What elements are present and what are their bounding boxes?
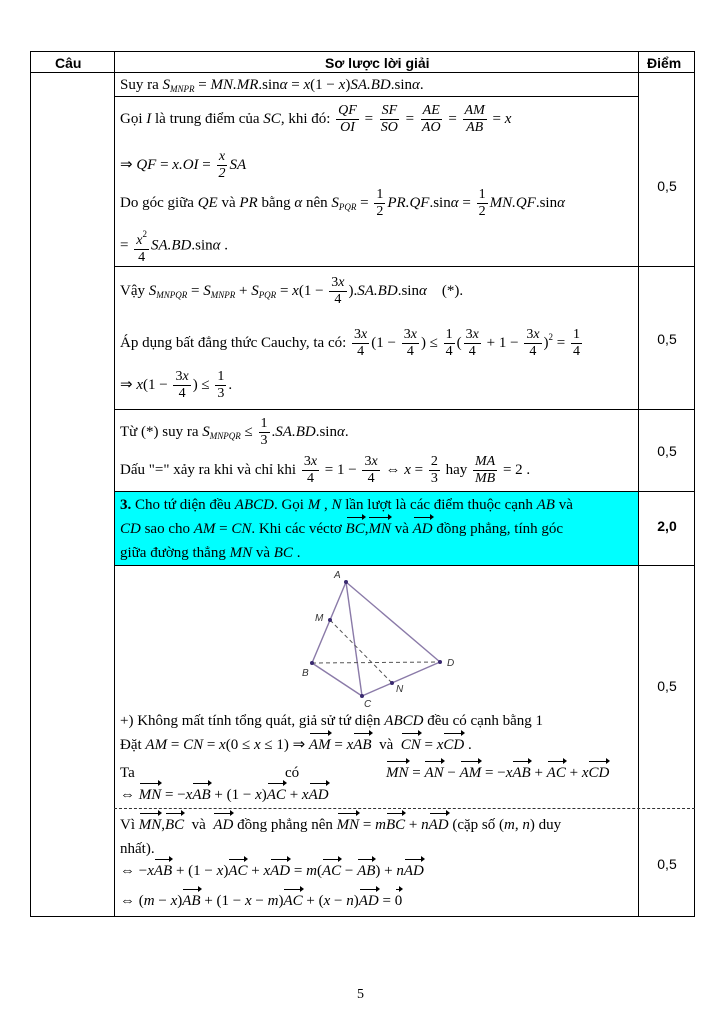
col-divider-1	[114, 51, 115, 917]
problem3-score: 2,0	[657, 518, 677, 534]
label-A: A	[334, 570, 341, 581]
s2-line1: Vậy $S_{MNPQR} = S_{MNPR} + S_{PQR} = x(1$ − $\frac{3x}{4}$ ).SA.BD.sinα (*).	[120, 275, 464, 308]
s3-line2: Dấu "=" xảy ra khi và chỉ khi $\frac{3x}{4}$ = 1 − $\frac{3x}{4}$ ⇔ x = $\frac{2}{3}$ hay $\frac{MA}{MB}$ = 2 .	[120, 454, 531, 487]
label-C: C	[364, 699, 372, 708]
s3-line1: Từ (*) suy ra $S_{MNPQR}$ ≤ $\frac{1}{3}$ .SA.BD.sinα.	[120, 416, 349, 449]
s4-line1: +) Không mất tính tổng quát, giả sử tứ diện ABCD đều có cạnh bằng 1	[120, 713, 543, 729]
s5-line3: ⇔ −xAB + (1 − x)AC + xAD = m(AC − AB) + nAD	[120, 863, 424, 879]
s3-score: 0,5	[657, 443, 677, 459]
table-left-border	[30, 51, 31, 917]
table-bottom-border	[30, 916, 695, 917]
s1-score: 0,5	[657, 178, 677, 194]
s4-score: 0,5	[657, 678, 677, 694]
edge-AC	[346, 582, 362, 696]
segment-MN-hidden	[330, 620, 392, 683]
s2-line2: Áp dụng bất đẳng thức Cauchy, ta có: $\frac{3x}{4}$ (1 − $\frac{3x}{4}$ ) ≤ $\frac{1}{4}$ ( $\frac{3x}{4}$ + 1 − $\frac{3x}{4}$ )$^2$ = $\frac{1}{4}$	[120, 327, 580, 360]
s1-line1: Suy ra $S_{MNPR} = MN.MR.\sin\alpha = x(1 - x)SA.BD.\sin\alpha$.	[120, 77, 424, 94]
table-top-border	[30, 51, 695, 52]
header-cau: Câu	[55, 55, 82, 71]
s4-line3: Ta	[120, 765, 135, 781]
label-M: M	[315, 613, 324, 624]
s1-sep1	[114, 96, 638, 97]
label-D: D	[447, 658, 455, 669]
s4-line2: Đặt AM = CN = x(0 ≤ x ≤ 1) ⇒ AM = xAB và CN = xCD .	[120, 737, 472, 753]
s2-line3: ⇒ x(1 − $\frac{3x}{4}$ ) ≤ $\frac{1}{3}$ .	[120, 369, 233, 402]
edge-BD-hidden	[312, 662, 440, 663]
header-solution: Sơ lược lời giải	[325, 55, 430, 71]
edge-BC	[312, 663, 362, 696]
s1-line5: = $\frac{x^2}{4}$ SA.BD.sinα .	[120, 226, 228, 266]
page-number: 5	[357, 987, 364, 1002]
row-sep-4	[114, 565, 695, 566]
s1-line2: Gọi I là trung điểm của SC, khi đó: $\frac{QF}{OI}$ = $\frac{SF}{SO}$ = $\frac{AE}{AO}$ = $\frac{AM}{AB}$ = x	[120, 103, 512, 136]
s1-line4: Do góc giữa QE và PR bằng α nên $S_{PQR}$ = $\frac{1}{2}$ PR.QF.sinα = $\frac{1}{2}$ MN.QF.sinα	[120, 187, 565, 220]
s5-line2: nhất).	[120, 841, 155, 857]
s5-score: 0,5	[657, 856, 677, 872]
header-score: Điểm	[647, 55, 682, 71]
s4-line3-co: có	[285, 765, 300, 781]
label-B: B	[302, 668, 309, 679]
label-N: N	[396, 684, 404, 695]
s4-line4: ⇔ MN = −xAB + (1 − x)AC + xAD	[120, 787, 329, 803]
s4-line3-eq: MN = AN − AM = −xAB + AC + xCD	[386, 765, 610, 781]
s1-line3: ⇒ QF = x.OI = $\frac{x}{2}$ SA	[120, 149, 247, 182]
tetrahedron-figure	[300, 568, 470, 708]
s5-line1: Vì MN,BC và AD đồng phẳng nên MN = mBC + nAD (cặp số (m, n) duy	[120, 817, 562, 833]
problem3-line1: 3. Cho tứ diện đều ABCD. Gọi M , N lần lượt là các điểm thuộc cạnh AB và	[120, 497, 573, 513]
row-sep-5	[114, 808, 695, 809]
row-sep-2	[114, 409, 695, 410]
problem3-line3: giữa đường thẳng MN và BC .	[120, 545, 301, 561]
row-sep-1	[114, 266, 695, 267]
s2-score: 0,5	[657, 331, 677, 347]
header-bottom-border	[30, 72, 695, 73]
problem3-line2: CD sao cho AM = CN. Khi các véctơ BC,MN và AD đồng phẳng, tính góc	[120, 521, 564, 537]
s5-line4: ⇔ (m − x)AB + (1 − x − m)AC + (x − n)AD = 0	[120, 893, 403, 909]
